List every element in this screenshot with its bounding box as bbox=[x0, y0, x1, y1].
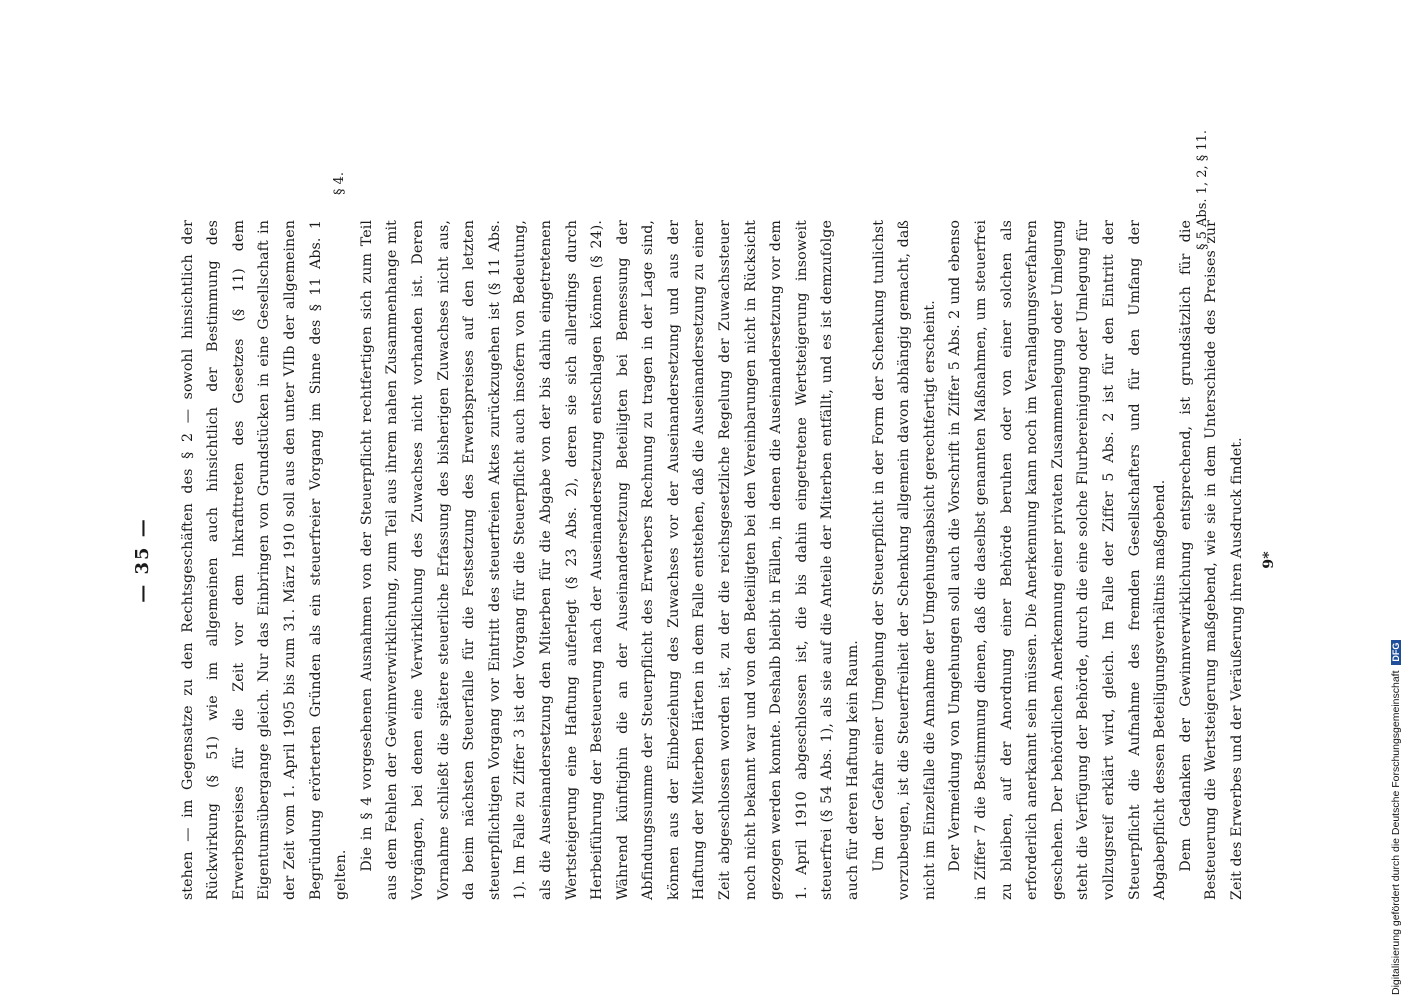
rotated-page bbox=[130, 220, 1277, 900]
side-note: § 5 Abs. 1, 2, § 11. bbox=[1195, 129, 1210, 250]
dfg-logo: DFG bbox=[1391, 640, 1401, 665]
paragraph-1: stehen — im Gegensatze zu den Rechtsgeschäften des § 2 — sowohl hinsichtlich der Rückwirkung (§ 51) wie im allgemeinen auch hinsichtlich der Bestimmung des Erwerbspreises für die Zeit vor dem Inkrafttreten des Gesetzes (§ 11) dem Eigentumsübergange gleich. Nur das Einbringen von Grundstücken in eine Gesellschaft in der Zeit vom 1. April 1905 bis zum 31. März 1910 soll aus den unter VIIb der allgemeinen Begründung erörterten Gründen als ein steuerfreier Vorgang im Sinne des § 11 Abs. 1 gelten. bbox=[179, 220, 350, 900]
section-mark: § 4. bbox=[332, 171, 347, 195]
paragraph-5: Dem Gedanken der Gewinnverwirklichung entsprechend, ist grundsätzlich für die Besteuerung die Wertsteigerung maßgebend, wie sie in dem Unterschiede des Preises zur Zeit des Erwerbes und der Veräußerung ihren Ausdruck findet. bbox=[1177, 220, 1245, 900]
paragraph-2: Die in § 4 vorgesehenen Ausnahmen von der Steuerpflicht rechtfertigen sich zum Teil aus dem Fehlen der Gewinnverwirklichung, zum Teil aus ihrem nahen Zusammenhange mit Vorgängen, bei denen eine Verwirklichung des Zuwachses nicht vorhanden ist. Deren Vornahme schließt die spätere steuerliche Erfassung des bisherigen Zuwachses nicht aus, da beim nächsten Steuerfalle für die Festsetzung des Erwerbspreises auf den letzten steuerpflichtigen Vorgang vor Eintritt des steuerfreien Aktes zurückzugehen ist (§ 11 Abs. 1). Im Falle zu Ziffer 3 ist der Vorgang für die Steuerpflicht auch insofern von Bedeutung, als die Auseinandersetzung den Miterben für die Abgabe von der bis dahin eingetretenen Wertsteigerung eine Haftung auferlegt (§ 23 Abs. 2), deren sie sich allerdings durch Herbeiführung der Besteuerung nach der Auseinandersetzung entschlagen können (§ 24). Während künftighin die an der Auseinandersetzung Beteiligten bei Bemessung der Abfindungssumme der Steuerpflicht des Erwerbers Rechnung zu tragen in der Lage sind, können aus der Einbeziehung des Zuwachses vor der Auseinandersetzung und aus der Haftung der Miterben Härten in dem Falle entstehen, daß die Auseinandersetzung zu einer Zeit abgeschlossen worden ist, zu der die reichsgesetzliche Regelung der Zuwachssteuer noch nicht bekannt war und von den Beteiligten bei den Vereinbarungen nicht in Rücksicht gezogen werden konnte. Deshalb bleibt in Fällen, in denen die Auseinandersetzung vor dem 1. April 1910 abgeschlossen ist, die bis dahin eingetretene Wertsteigerung insoweit steuerfrei (§ 54 Abs. 1), als sie auf die Anteile der Miterben entfällt, und es ist demzufolge auch für deren Haftung kein Raum. bbox=[358, 220, 862, 900]
signature-mark: 9* bbox=[1260, 551, 1277, 569]
paragraph-4: Der Vermeidung von Umgehungen soll auch die Vorschrift in Ziffer 5 Abs. 2 und ebenso in Ziffer 7 die Bestimmung dienen, daß die daselbst genannten Maßnahmen, um steuerfrei zu bleiben, auf der Anordnung einer Behörde beruhen oder von einer solchen als erforderlich anerkannt sein müssen. Die Anerkennung kann noch im Veranlagungsverfahren geschehen. Der behördlichen Anerkennung einer privaten Zusammenlegung oder Umlegung steht die Verfügung der Behörde, durch die eine solche Flurbereinigung oder Umlegung für vollzugsreif erklärt wird, gleich. Im Falle der Ziffer 5 Abs. 2 ist für den Eintritt der Steuerpflicht die Aufnahme des fremden Gesellschafters und für den Umfang der Abgabepflicht dessen Beteiligungsverhältnis maßgebend. bbox=[947, 220, 1169, 900]
credit-text: Digitalisierung gefördert durch die Deutsche Forschungsgemeinschaft bbox=[1390, 670, 1402, 995]
digitization-credit bbox=[1390, 95, 1402, 995]
paragraph-3: Um der Gefahr einer Umgehung der Steuerpflicht in der Form der Schenkung tunlichst vorzubeugen, ist die Steuerfreiheit der Schenkung allgemein davon abhängig gemacht, daß nicht im Einzelfalle die Annahme der Umgehungsabsicht gerechtfertigt erscheint. bbox=[870, 220, 938, 900]
page-header: — 35 — bbox=[132, 517, 153, 603]
